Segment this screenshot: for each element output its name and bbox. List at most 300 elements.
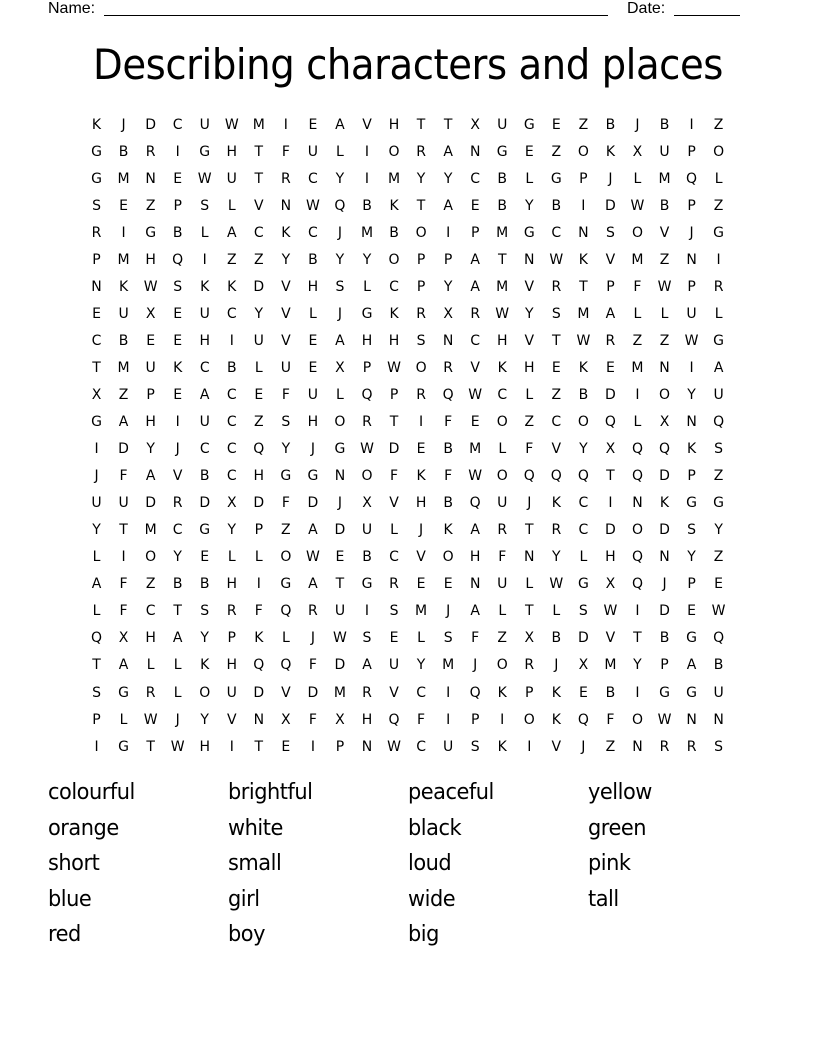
grid-letter: V (254, 197, 264, 214)
grid-letter: E (308, 332, 318, 349)
grid-letter: L (200, 224, 209, 241)
grid-letter: Z (524, 414, 535, 431)
grid-letter: V (470, 359, 480, 376)
grid-letter: N (524, 251, 535, 268)
grid-letter: S (389, 603, 399, 620)
grid-letter: U (713, 386, 724, 403)
grid-letter: U (686, 305, 697, 322)
grid-letter: S (173, 278, 183, 295)
grid-letter: K (91, 116, 102, 133)
grid-letter: R (362, 684, 372, 701)
grid-letter: E (200, 549, 210, 566)
grid-letter: J (527, 495, 532, 512)
grid-letter: B (118, 143, 129, 160)
grid-letter: C (172, 522, 183, 539)
grid-letter: M (117, 359, 130, 376)
grid-letter: I (121, 224, 126, 241)
grid-letter: T (524, 522, 534, 539)
grid-letter: K (578, 251, 588, 268)
grid-letter: U (253, 332, 264, 349)
grid-letter: G (199, 522, 211, 539)
grid-letter: O (658, 386, 671, 403)
grid-letter: C (253, 224, 264, 241)
grid-letter: W (657, 278, 672, 295)
grid-letter: Y (687, 386, 696, 403)
grid-letter: H (361, 711, 373, 728)
grid-letter: H (226, 657, 238, 674)
grid-letter: V (362, 116, 372, 133)
grid-letter: W (684, 332, 699, 349)
grid-letter: M (117, 170, 130, 187)
grid-letter: A (308, 522, 318, 539)
grid-letter: A (118, 657, 129, 674)
grid-letter: I (581, 197, 586, 214)
grid-letter: U (226, 684, 237, 701)
grid-letter: Q (631, 576, 643, 593)
grid-letter: K (416, 468, 426, 485)
grid-letter: H (145, 630, 156, 647)
grid-letter: P (92, 251, 101, 268)
grid-letter: L (308, 305, 317, 322)
grid-letter: I (500, 711, 505, 728)
grid-letter: Y (227, 522, 237, 539)
grid-letter: E (578, 684, 588, 701)
grid-letter: E (389, 630, 399, 647)
grid-letter: K (578, 359, 588, 376)
grid-letter: H (226, 576, 238, 593)
grid-letter: J (121, 116, 126, 133)
grid-letter: P (525, 684, 534, 701)
grid-letter: R (470, 305, 481, 322)
grid-letter: F (444, 468, 453, 485)
grid-letter: T (92, 359, 101, 376)
grid-letter: X (605, 441, 616, 458)
grid-letter: I (175, 414, 180, 431)
grid-letter: S (443, 630, 453, 647)
grid-letter: F (119, 576, 128, 593)
grid-letter: G (550, 170, 562, 187)
grid-letter: I (419, 414, 424, 431)
grid-letter: M (496, 278, 509, 295)
grid-letter: F (606, 711, 615, 728)
grid-letter: J (310, 630, 315, 647)
grid-letter: T (173, 603, 182, 620)
grid-letter: U (91, 495, 102, 512)
grid-letter: V (389, 495, 399, 512)
grid-letter: B (443, 441, 453, 458)
grid-letter: Q (253, 657, 265, 674)
grid-letter: L (579, 549, 588, 566)
grid-letter: G (280, 576, 292, 593)
grid-letter: X (470, 116, 480, 133)
grid-letter: F (119, 468, 128, 485)
grid-letter: H (496, 332, 508, 349)
grid-letter: V (605, 251, 616, 268)
grid-letter: Y (200, 711, 209, 728)
grid-letter: U (199, 414, 210, 431)
grid-letter: P (227, 630, 236, 647)
grid-letter: Y (254, 305, 264, 322)
word-list-item: white (228, 815, 283, 841)
grid-letter: I (716, 251, 721, 268)
grid-letter: Z (713, 116, 724, 133)
grid-letter: G (307, 468, 319, 485)
grid-letter: I (283, 116, 288, 133)
grid-letter: K (200, 278, 210, 295)
grid-letter: X (145, 305, 156, 322)
grid-letter: Z (659, 251, 670, 268)
grid-letter: S (335, 278, 345, 295)
grid-letter: I (364, 603, 370, 620)
grid-letter: K (200, 657, 210, 674)
grid-letter: P (470, 224, 480, 241)
grid-letter: K (605, 143, 615, 160)
grid-letter: J (608, 170, 613, 187)
grid-letter: Y (687, 549, 696, 566)
grid-letter: O (631, 522, 643, 539)
grid-letter: D (253, 495, 265, 512)
grid-letter: H (307, 414, 319, 431)
grid-letter: H (388, 116, 400, 133)
grid-letter: C (226, 468, 237, 485)
grid-letter: D (145, 116, 156, 133)
grid-letter: U (497, 116, 508, 133)
grid-letter: G (118, 738, 129, 755)
grid-letter: C (551, 414, 562, 431)
word-list-item: peaceful (408, 780, 494, 805)
grid-letter: Y (146, 441, 155, 458)
grid-letter: L (714, 170, 723, 187)
grid-letter: P (687, 278, 696, 295)
grid-letter: F (471, 630, 480, 647)
grid-letter: G (686, 684, 697, 701)
grid-letter: L (254, 359, 263, 376)
grid-letter: N (686, 711, 697, 728)
grid-letter: F (525, 441, 534, 458)
grid-letter: F (417, 711, 426, 728)
grid-letter: K (497, 684, 507, 701)
grid-letter: M (577, 305, 590, 322)
grid-letter: E (551, 359, 561, 376)
grid-letter: Z (145, 197, 156, 214)
grid-letter: G (523, 224, 535, 241)
grid-letter: L (363, 278, 371, 295)
grid-letter: F (633, 278, 642, 295)
grid-letter: U (118, 305, 129, 322)
grid-letter: H (145, 414, 156, 431)
grid-letter: H (524, 359, 535, 376)
word-list-item: blue (48, 886, 92, 912)
grid-letter: G (713, 495, 725, 512)
grid-letter: H (469, 549, 481, 566)
grid-letter: M (658, 170, 671, 187)
grid-letter: W (305, 197, 320, 214)
grid-letter: L (498, 441, 507, 458)
grid-letter: J (581, 738, 586, 755)
grid-letter: E (92, 305, 101, 322)
grid-letter: L (714, 305, 723, 322)
grid-letter: A (443, 143, 453, 160)
grid-letter: E (254, 386, 264, 403)
grid-letter: L (254, 549, 263, 566)
grid-letter: H (253, 468, 265, 485)
grid-letter: W (549, 576, 564, 593)
grid-letter: Q (658, 441, 671, 458)
word-list-item: short (48, 851, 100, 876)
grid-letter: A (226, 224, 237, 241)
grid-letter: L (633, 305, 642, 322)
grid-letter: H (605, 549, 616, 566)
grid-letter: I (527, 738, 532, 755)
grid-letter: Y (362, 251, 372, 268)
grid-letter: P (687, 468, 696, 485)
grid-letter: R (416, 305, 426, 322)
grid-letter: C (226, 441, 237, 458)
grid-letter: W (495, 305, 510, 322)
grid-letter: E (443, 576, 453, 593)
grid-letter: C (578, 522, 589, 539)
grid-letter: B (605, 116, 616, 133)
word-list-item: brightful (228, 780, 313, 805)
word-list-item: pink (588, 851, 631, 876)
grid-letter: E (524, 143, 534, 160)
grid-letter: M (360, 224, 374, 241)
grid-letter: H (199, 738, 210, 755)
grid-letter: B (713, 657, 724, 674)
grid-letter: A (605, 305, 616, 322)
grid-letter: W (387, 359, 401, 376)
grid-letter: H (361, 332, 373, 349)
grid-letter: V (281, 332, 291, 349)
grid-letter: R (551, 522, 562, 539)
grid-letter: O (145, 549, 157, 566)
grid-letter: P (389, 386, 399, 403)
grid-letter: R (686, 738, 697, 755)
grid-letter: B (362, 549, 372, 566)
grid-letter: T (254, 738, 264, 755)
word-list (48, 780, 768, 958)
grid-letter: K (173, 359, 183, 376)
grid-letter: W (387, 738, 401, 755)
grid-letter: I (635, 603, 640, 620)
grid-letter: Q (550, 468, 562, 485)
grid-letter: V (659, 224, 670, 241)
grid-letter: Q (334, 197, 346, 214)
grid-letter: B (605, 684, 616, 701)
grid-letter: C (308, 170, 318, 187)
grid-letter: K (389, 305, 399, 322)
grid-letter: R (416, 143, 426, 160)
grid-letter: W (170, 738, 185, 755)
grid-letter: B (118, 332, 129, 349)
grid-letter: E (335, 549, 345, 566)
grid-letter: G (713, 332, 725, 349)
grid-letter: Z (713, 549, 724, 566)
grid-letter: K (254, 630, 264, 647)
grid-letter: C (199, 441, 210, 458)
grid-letter: E (146, 332, 156, 349)
grid-letter: Z (254, 414, 264, 431)
grid-letter: X (335, 711, 345, 728)
word-list-item: wide (408, 886, 456, 912)
grid-letter: Q (442, 386, 454, 403)
grid-letter: S (605, 224, 615, 241)
grid-letter: Y (579, 441, 588, 458)
grid-letter: W (224, 116, 239, 133)
grid-letter: D (605, 386, 616, 403)
grid-letter: K (659, 495, 670, 512)
grid-letter: U (307, 386, 319, 403)
grid-letter: P (687, 143, 696, 160)
grid-letter: N (524, 549, 535, 566)
grid-letter: J (94, 468, 99, 485)
grid-letter: L (173, 657, 182, 674)
grid-letter: S (714, 441, 724, 458)
grid-letter: B (551, 197, 562, 214)
grid-letter: Z (497, 630, 508, 647)
grid-letter: C (199, 359, 210, 376)
grid-letter: G (118, 684, 129, 701)
grid-letter: J (310, 441, 315, 458)
grid-letter: R (145, 143, 156, 160)
grid-letter: O (496, 657, 508, 674)
grid-letter: F (498, 549, 507, 566)
grid-letter: A (308, 576, 318, 593)
grid-letter: Y (552, 549, 561, 566)
grid-letter: P (173, 197, 182, 214)
grid-letter: H (145, 251, 156, 268)
grid-letter: B (551, 630, 562, 647)
grid-letter: I (446, 224, 451, 241)
grid-letter: T (92, 657, 101, 674)
grid-letter: I (256, 576, 261, 593)
grid-letter: S (551, 305, 561, 322)
grid-letter: V (281, 684, 291, 701)
grid-letter: Z (281, 522, 291, 539)
grid-letter: E (714, 576, 724, 593)
grid-letter: I (310, 738, 315, 755)
grid-letter: T (416, 116, 426, 133)
grid-letter: S (362, 630, 372, 647)
grid-letter: Y (633, 657, 642, 674)
grid-letter: K (551, 684, 561, 701)
grid-letter: F (281, 143, 290, 160)
grid-letter: O (415, 359, 427, 376)
grid-letter: V (551, 738, 562, 755)
grid-letter: Y (714, 522, 723, 539)
grid-letter: U (307, 143, 319, 160)
grid-letter: J (446, 603, 451, 620)
grid-letter: A (118, 414, 129, 431)
grid-letter: M (604, 657, 617, 674)
grid-letter: T (416, 197, 426, 214)
grid-letter: M (117, 251, 130, 268)
grid-letter: I (202, 251, 207, 268)
grid-letter: B (578, 386, 589, 403)
grid-letter: W (143, 278, 158, 295)
grid-letter: T (335, 576, 345, 593)
grid-letter: D (253, 278, 265, 295)
grid-letter: V (281, 278, 291, 295)
grid-letter: Q (604, 414, 616, 431)
grid-letter: Z (551, 386, 562, 403)
grid-letter: C (470, 332, 481, 349)
grid-letter: U (659, 143, 670, 160)
grid-letter: J (337, 224, 343, 241)
grid-letter: L (660, 305, 669, 322)
grid-letter: A (335, 332, 345, 349)
grid-letter: P (470, 711, 480, 728)
grid-letter: M (496, 224, 509, 241)
grid-letter: W (603, 603, 618, 620)
grid-letter: D (334, 657, 346, 674)
grid-letter: T (606, 468, 615, 485)
grid-letter: V (172, 468, 183, 485)
grid-letter: N (632, 495, 643, 512)
grid-letter: D (334, 522, 346, 539)
grid-letter: G (713, 224, 725, 241)
grid-letter: T (633, 630, 642, 647)
date-blank-line (674, 15, 740, 16)
grid-letter: B (362, 197, 372, 214)
grid-letter: K (118, 278, 129, 295)
grid-letter: D (659, 468, 670, 485)
grid-letter: B (172, 224, 183, 241)
grid-letter: B (389, 224, 399, 241)
grid-letter: K (281, 224, 291, 241)
grid-letter: Y (416, 657, 426, 674)
grid-letter: T (146, 738, 155, 755)
grid-letter: A (470, 603, 480, 620)
grid-letter: O (713, 143, 725, 160)
grid-letter: X (578, 657, 589, 674)
grid-letter: R (362, 414, 372, 431)
grid-letter: L (390, 522, 398, 539)
grid-letter: A (470, 251, 480, 268)
grid-letter: T (389, 414, 399, 431)
grid-letter: L (92, 549, 101, 566)
grid-letter: N (686, 414, 697, 431)
grid-letter: L (552, 603, 561, 620)
grid-letter: I (635, 684, 640, 701)
grid-letter: Q (361, 386, 373, 403)
grid-letter: W (711, 603, 726, 620)
grid-letter: C (497, 386, 508, 403)
page-title: Describing characters and places (93, 40, 723, 89)
word-list-item: girl (228, 886, 260, 912)
grid-letter: U (334, 603, 346, 620)
grid-letter: S (92, 684, 101, 701)
grid-letter: P (335, 738, 345, 755)
grid-letter: P (687, 197, 696, 214)
grid-letter: N (469, 143, 481, 160)
grid-letter: L (173, 684, 182, 701)
grid-letter: R (226, 603, 237, 620)
grid-letter: V (416, 549, 426, 566)
grid-letter: F (308, 657, 317, 674)
grid-letter: Q (469, 684, 481, 701)
grid-letter: L (633, 414, 642, 431)
grid-letter: Z (145, 576, 156, 593)
grid-letter: A (145, 468, 156, 485)
grid-letter: P (254, 522, 264, 539)
word-list-item: black (408, 815, 462, 841)
grid-letter: E (416, 441, 426, 458)
grid-letter: E (308, 359, 318, 376)
grid-letter: Q (631, 549, 643, 566)
grid-letter: R (551, 278, 562, 295)
grid-letter: R (497, 522, 508, 539)
